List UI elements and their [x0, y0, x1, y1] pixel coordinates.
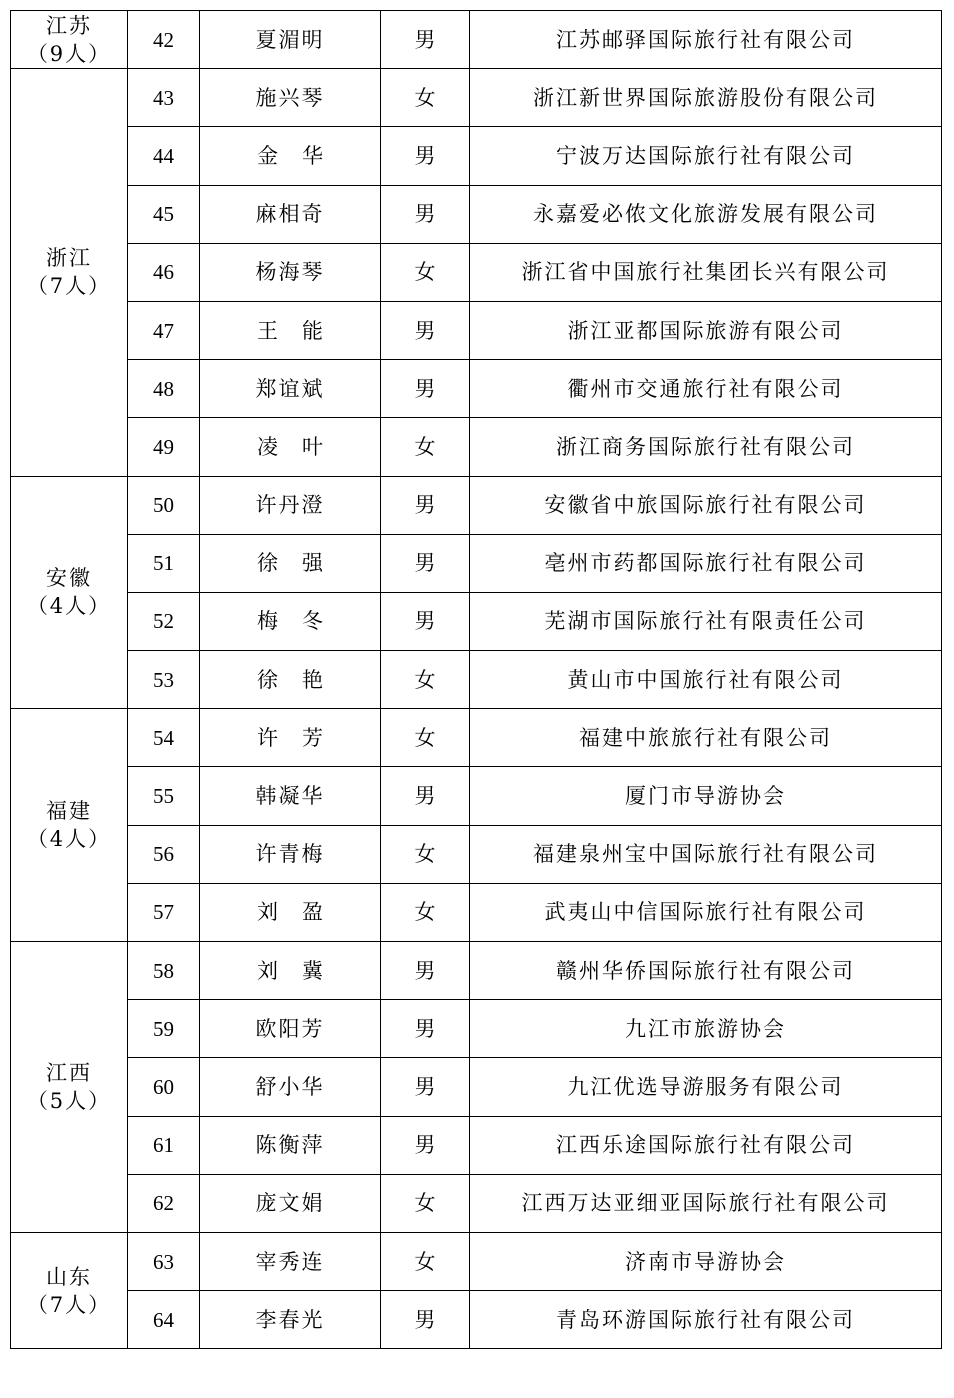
serial-number-cell: 52 — [128, 592, 200, 650]
serial-number-cell: 56 — [128, 825, 200, 883]
province-count: （5人） — [26, 1088, 112, 1113]
table-row — [11, 825, 942, 883]
gender-cell: 男 — [381, 1116, 470, 1174]
gender-cell: 男 — [381, 127, 470, 185]
gender-cell: 男 — [381, 1000, 470, 1058]
person-name: 麻相奇 — [255, 202, 325, 227]
table-row — [11, 69, 942, 127]
name-cell — [200, 825, 381, 883]
name-cell — [200, 476, 381, 534]
gender-cell: 男 — [381, 360, 470, 418]
serial-number-cell: 58 — [128, 942, 200, 1000]
serial-number-cell: 51 — [128, 534, 200, 592]
serial-number-cell: 55 — [128, 767, 200, 825]
name-cell — [200, 1232, 381, 1290]
table-row — [11, 1000, 942, 1058]
table-row — [11, 360, 942, 418]
organization-cell: 浙江亚都国际旅游有限公司 — [470, 301, 942, 359]
person-name: 郑谊斌 — [255, 376, 325, 401]
person-name: 夏湄明 — [255, 27, 325, 52]
gender-cell: 男 — [381, 942, 470, 1000]
table-row — [11, 1291, 942, 1349]
table-row — [11, 1058, 942, 1116]
gender-cell: 女 — [381, 883, 470, 941]
organization-cell: 黄山市中国旅行社有限公司 — [470, 651, 942, 709]
province-cell — [11, 11, 128, 69]
table-row — [11, 651, 942, 709]
gender-cell: 女 — [381, 709, 470, 767]
gender-cell: 女 — [381, 651, 470, 709]
organization-cell: 赣州华侨国际旅行社有限公司 — [470, 942, 942, 1000]
serial-number-cell: 44 — [128, 127, 200, 185]
organization-cell: 厦门市导游协会 — [470, 767, 942, 825]
organization-cell: 江西万达亚细亚国际旅行社有限公司 — [470, 1174, 942, 1232]
province-cell — [11, 69, 128, 476]
organization-cell: 宁波万达国际旅行社有限公司 — [470, 127, 942, 185]
table-row — [11, 476, 942, 534]
serial-number-cell: 50 — [128, 476, 200, 534]
province-name: 江西 — [46, 1060, 92, 1085]
organization-cell: 九江优选导游服务有限公司 — [470, 1058, 942, 1116]
organization-cell: 济南市导游协会 — [470, 1232, 942, 1290]
province-name: 浙江 — [46, 246, 92, 271]
province-name: 安徽 — [46, 566, 92, 591]
name-cell — [200, 185, 381, 243]
serial-number-cell: 62 — [128, 1174, 200, 1232]
organization-cell: 亳州市药都国际旅行社有限公司 — [470, 534, 942, 592]
serial-number-cell: 59 — [128, 1000, 200, 1058]
gender-cell: 男 — [381, 1291, 470, 1349]
name-cell — [200, 534, 381, 592]
organization-cell: 九江市旅游协会 — [470, 1000, 942, 1058]
table-row — [11, 185, 942, 243]
organization-cell: 青岛环游国际旅行社有限公司 — [470, 1291, 942, 1349]
name-cell — [200, 709, 381, 767]
gender-cell: 男 — [381, 767, 470, 825]
table-row — [11, 127, 942, 185]
person-name: 许青梅 — [255, 842, 325, 867]
name-cell — [200, 1174, 381, 1232]
serial-number-cell: 42 — [128, 11, 200, 69]
person-name: 徐强 — [257, 551, 347, 576]
organization-cell: 福建泉州宝中国际旅行社有限公司 — [470, 825, 942, 883]
table-row — [11, 418, 942, 476]
province-count: （4人） — [26, 827, 112, 852]
serial-number-cell: 61 — [128, 1116, 200, 1174]
province-cell — [11, 942, 128, 1233]
organization-cell: 衢州市交通旅行社有限公司 — [470, 360, 942, 418]
person-name: 杨海琴 — [255, 260, 325, 285]
table-row — [11, 1232, 942, 1290]
table-row — [11, 767, 942, 825]
person-name: 韩凝华 — [255, 784, 325, 809]
name-cell — [200, 127, 381, 185]
person-name: 庞文娟 — [255, 1191, 325, 1216]
person-name: 李春光 — [255, 1307, 325, 1332]
name-cell — [200, 767, 381, 825]
organization-cell: 武夷山中信国际旅行社有限公司 — [470, 883, 942, 941]
person-name: 刘冀 — [257, 958, 347, 983]
serial-number-cell: 43 — [128, 69, 200, 127]
gender-cell: 女 — [381, 1174, 470, 1232]
gender-cell: 女 — [381, 1232, 470, 1290]
roster-table — [10, 10, 942, 1349]
table-row — [11, 301, 942, 359]
name-cell — [200, 592, 381, 650]
name-cell — [200, 1000, 381, 1058]
table-row — [11, 942, 942, 1000]
table-row — [11, 11, 942, 69]
province-count: （4人） — [26, 594, 112, 619]
person-name: 施兴琴 — [255, 85, 325, 110]
gender-cell: 男 — [381, 534, 470, 592]
serial-number-cell: 47 — [128, 301, 200, 359]
name-cell — [200, 1291, 381, 1349]
person-name: 许丹澄 — [255, 493, 325, 518]
province-count: （7人） — [26, 274, 112, 299]
serial-number-cell: 63 — [128, 1232, 200, 1290]
serial-number-cell: 49 — [128, 418, 200, 476]
serial-number-cell: 45 — [128, 185, 200, 243]
gender-cell: 女 — [381, 243, 470, 301]
organization-cell: 安徽省中旅国际旅行社有限公司 — [470, 476, 942, 534]
gender-cell: 女 — [381, 418, 470, 476]
name-cell — [200, 69, 381, 127]
gender-cell: 男 — [381, 476, 470, 534]
serial-number-cell: 53 — [128, 651, 200, 709]
person-name: 梅冬 — [257, 609, 347, 634]
gender-cell: 男 — [381, 11, 470, 69]
table-row — [11, 592, 942, 650]
person-name: 陈衡萍 — [255, 1133, 325, 1158]
serial-number-cell: 60 — [128, 1058, 200, 1116]
name-cell — [200, 418, 381, 476]
name-cell — [200, 1116, 381, 1174]
organization-cell: 浙江省中国旅行社集团长兴有限公司 — [470, 243, 942, 301]
gender-cell: 女 — [381, 69, 470, 127]
name-cell — [200, 651, 381, 709]
table-row — [11, 883, 942, 941]
person-name: 金华 — [257, 143, 347, 168]
organization-cell: 江苏邮驿国际旅行社有限公司 — [470, 11, 942, 69]
name-cell — [200, 360, 381, 418]
person-name: 许芳 — [257, 725, 347, 750]
table-row — [11, 709, 942, 767]
name-cell — [200, 243, 381, 301]
person-name: 刘盈 — [257, 900, 347, 925]
name-cell — [200, 301, 381, 359]
organization-cell: 芜湖市国际旅行社有限责任公司 — [470, 592, 942, 650]
province-name: 山东 — [46, 1264, 92, 1289]
organization-cell: 浙江新世界国际旅游股份有限公司 — [470, 69, 942, 127]
table-row — [11, 1116, 942, 1174]
table-row — [11, 1174, 942, 1232]
roster-body — [11, 11, 942, 1349]
serial-number-cell: 57 — [128, 883, 200, 941]
serial-number-cell: 48 — [128, 360, 200, 418]
province-count: （7人） — [26, 1292, 112, 1317]
organization-cell: 浙江商务国际旅行社有限公司 — [470, 418, 942, 476]
person-name: 欧阳芳 — [255, 1016, 325, 1041]
name-cell — [200, 942, 381, 1000]
gender-cell: 男 — [381, 301, 470, 359]
serial-number-cell: 46 — [128, 243, 200, 301]
person-name: 凌叶 — [257, 434, 347, 459]
name-cell — [200, 1058, 381, 1116]
province-count: （9人） — [26, 41, 112, 66]
person-name: 王能 — [257, 318, 347, 343]
person-name: 宰秀连 — [255, 1249, 325, 1274]
serial-number-cell: 54 — [128, 709, 200, 767]
province-cell — [11, 476, 128, 709]
name-cell — [200, 11, 381, 69]
serial-number-cell: 64 — [128, 1291, 200, 1349]
province-cell — [11, 709, 128, 942]
gender-cell: 男 — [381, 185, 470, 243]
organization-cell: 永嘉爱必侬文化旅游发展有限公司 — [470, 185, 942, 243]
province-name: 江苏 — [46, 13, 92, 38]
gender-cell: 男 — [381, 592, 470, 650]
province-name: 福建 — [46, 799, 92, 824]
province-cell — [11, 1232, 128, 1348]
gender-cell: 女 — [381, 825, 470, 883]
person-name: 徐艳 — [257, 667, 347, 692]
name-cell — [200, 883, 381, 941]
organization-cell: 福建中旅旅行社有限公司 — [470, 709, 942, 767]
gender-cell: 男 — [381, 1058, 470, 1116]
table-row — [11, 243, 942, 301]
organization-cell: 江西乐途国际旅行社有限公司 — [470, 1116, 942, 1174]
table-row — [11, 534, 942, 592]
person-name: 舒小华 — [255, 1074, 325, 1099]
